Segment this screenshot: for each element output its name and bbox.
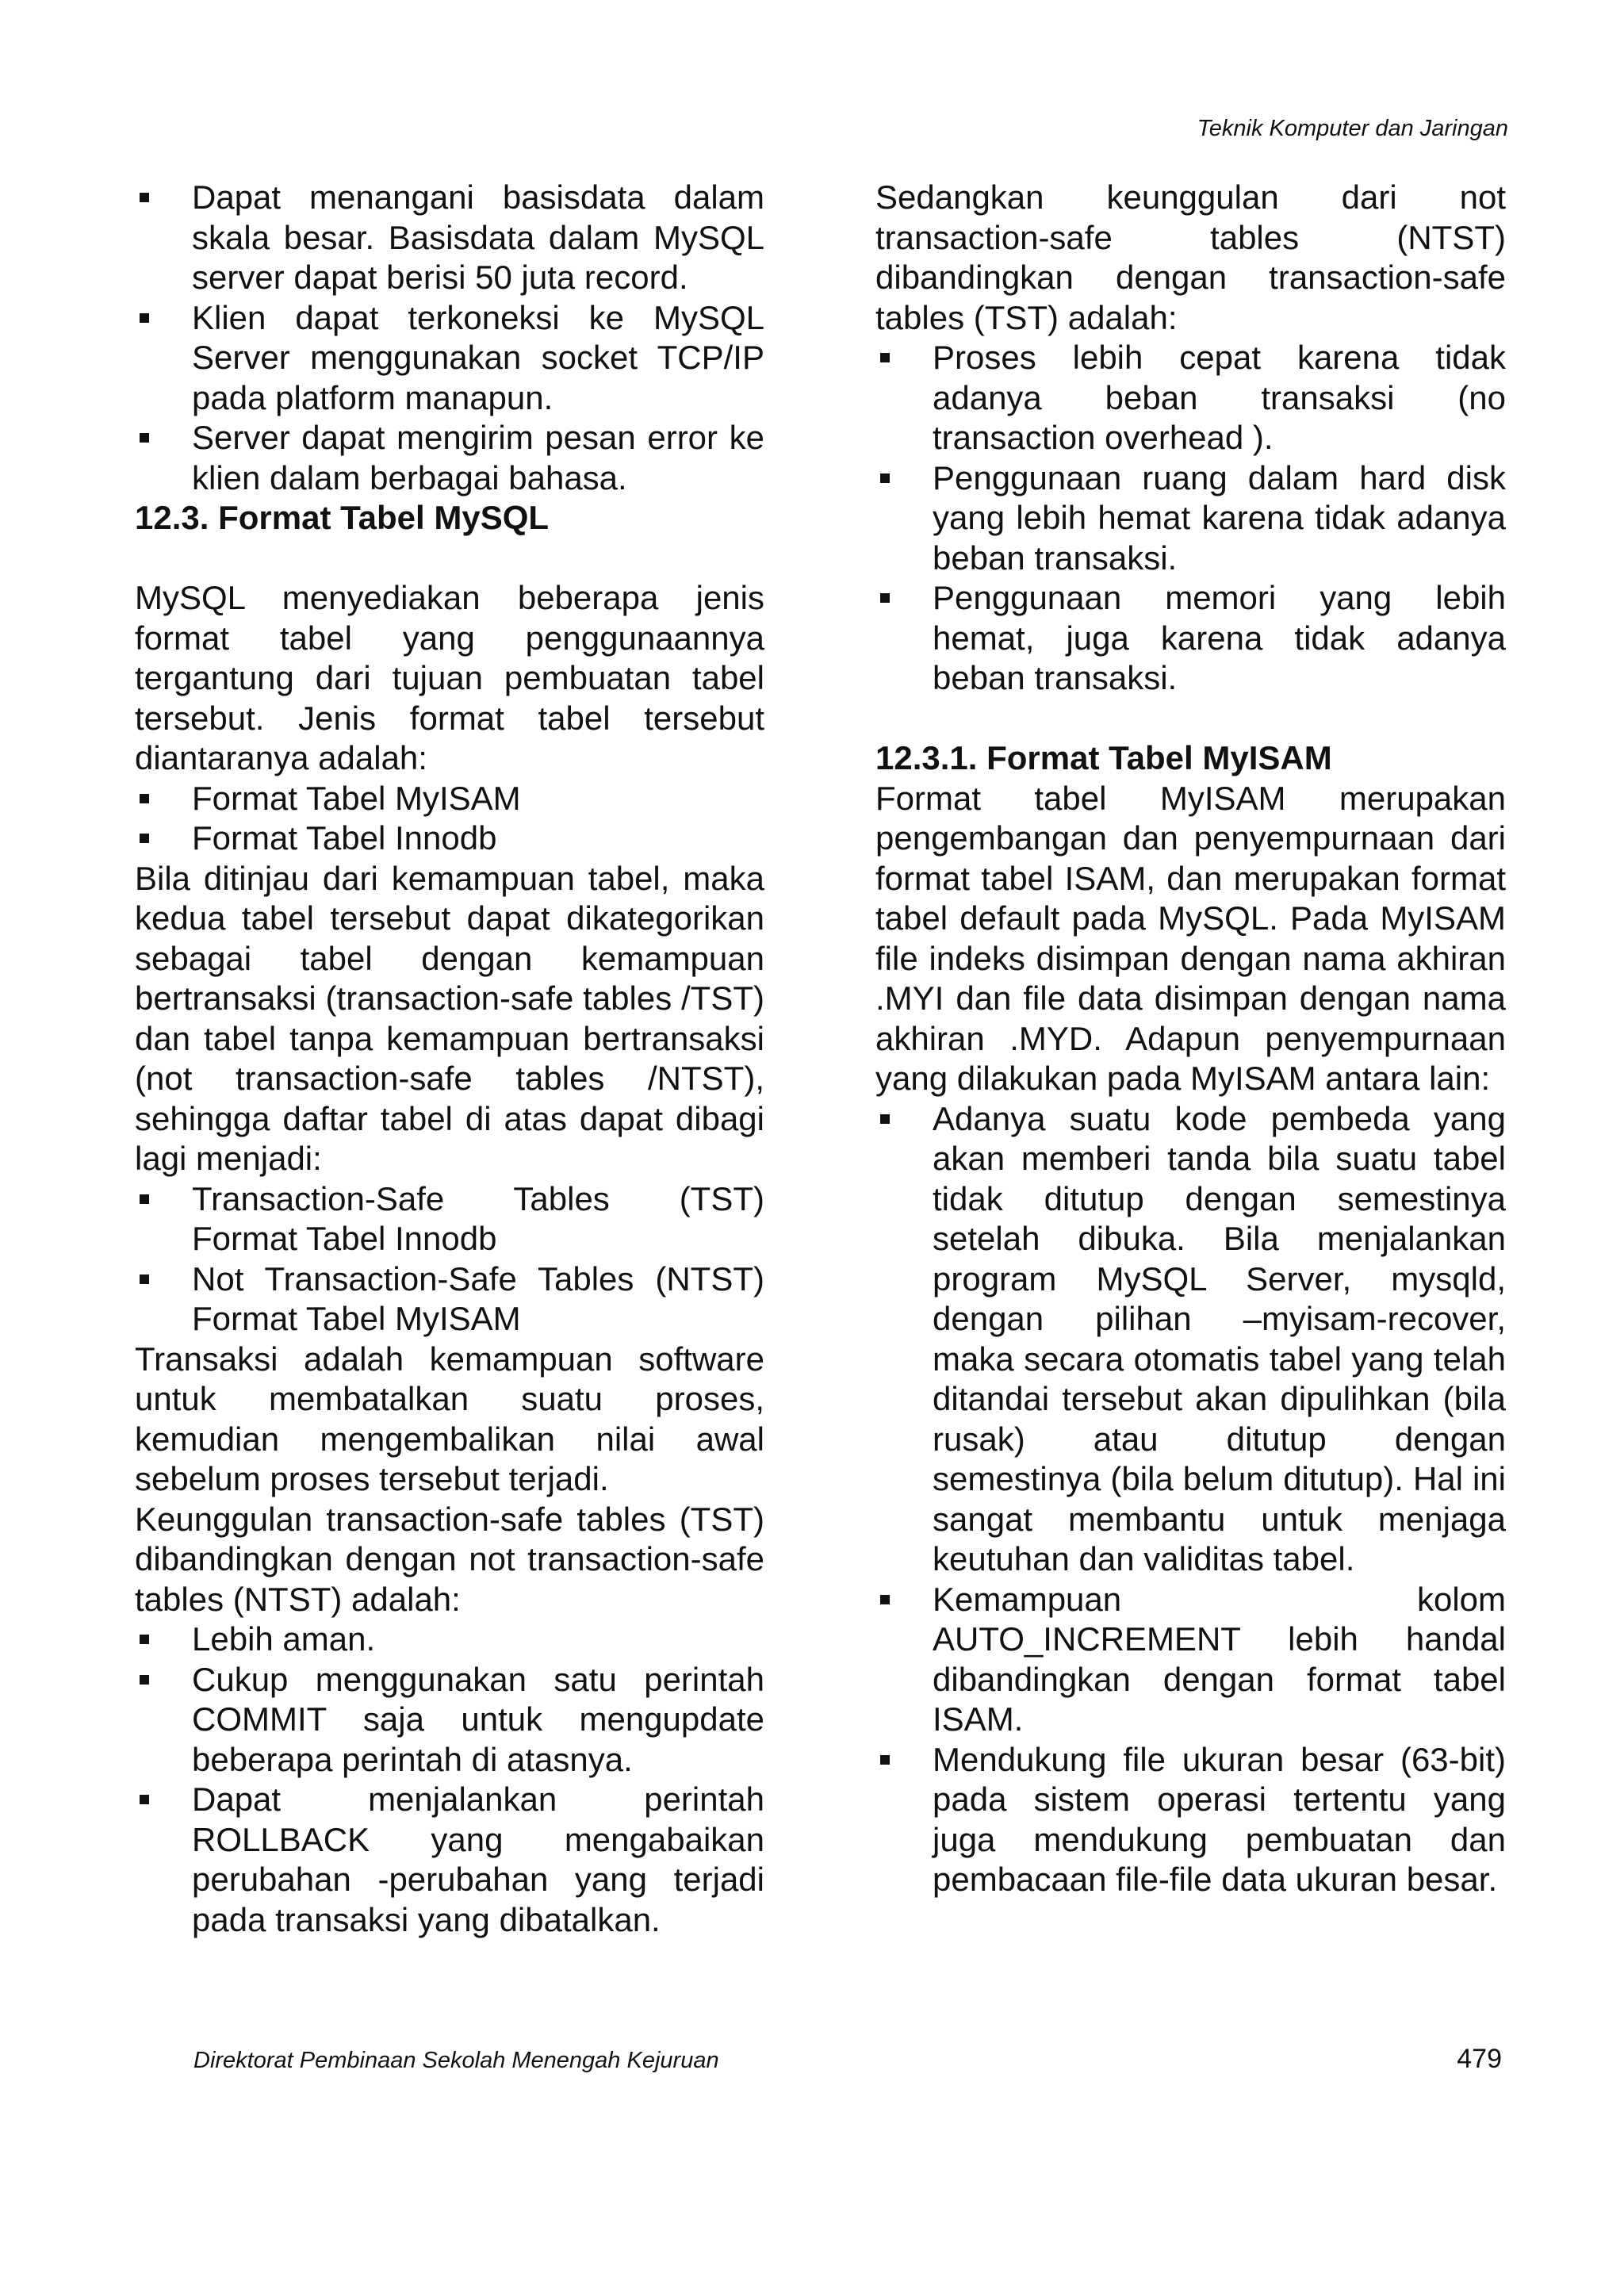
- ntst-advantages-list: [875, 338, 1506, 699]
- running-header: Teknik Komputer dan Jaringan: [1197, 116, 1508, 141]
- square-bullet-icon: [880, 593, 890, 603]
- square-bullet-icon: [140, 1274, 149, 1284]
- format-list: [135, 779, 764, 859]
- list-item: Dapat menangani basisdata dalam skala besar. Basisdata dalam MySQL server dapat berisi 50 juta record.: [135, 178, 764, 298]
- list-item: Penggunaan memori yang lebih hemat, juga karena tidak adanya beban transaksi.: [875, 578, 1506, 699]
- list-item: Penggunaan ruang dalam hard disk yang lebih hemat karena tidak adanya beban transaksi.: [875, 458, 1506, 579]
- list-item: Proses lebih cepat karena tidak adanya beban transaksi (no transaction overhead ).: [875, 338, 1506, 458]
- square-bullet-icon: [140, 313, 149, 323]
- left-column: [135, 178, 764, 1940]
- list-item: Transaction-Safe Tables (TST) Format Tabel Innodb: [135, 1179, 764, 1259]
- tst-advantages-list: [135, 1619, 764, 1940]
- square-bullet-icon: [140, 193, 149, 202]
- square-bullet-icon: [880, 353, 890, 362]
- section-heading: 12.3. Format Tabel MySQL: [135, 499, 550, 536]
- list-item: Adanya suatu kode pembeda yang akan memberi tanda bila suatu tabel tidak ditutup dengan semestinya setelah dibuka. Bila menjalankan program MySQL Server, mysqld, dengan pilihan –myisam-recover, maka secara otomatis tabel yang telah ditandai tersebut akan dipulihkan (bila rusak) atau ditutup dengan semestinya (bila belum ditutup). Hal ini sangat membantu untuk menjaga keutuhan dan validitas tabel.: [875, 1099, 1506, 1580]
- paragraph: Bila ditinjau dari kemampuan tabel, maka kedua tabel tersebut dapat dikategorikan sebagai tabel dengan kemampuan bertransaksi (transaction-safe tables /TST) dan tabel tanpa kemampuan bertransaksi (not transaction-safe tables /NTST), sehingga daftar tabel di atas dapat dibagi lagi menjadi:: [135, 859, 764, 1177]
- square-bullet-icon: [880, 473, 890, 483]
- paragraph: MySQL menyediakan beberapa jenis format tabel yang penggunaannya tergantung dari tujuan pembuatan tabel tersebut. Jenis format tabel tersebut diantaranya adalah:: [135, 579, 764, 776]
- subsection-heading: 12.3.1. Format Tabel MyISAM: [875, 739, 1332, 776]
- square-bullet-icon: [880, 1755, 890, 1765]
- myisam-improvements-list: [875, 1099, 1506, 1900]
- page-number: 479: [1457, 2044, 1502, 2074]
- list-item: Dapat menjalankan perintah ROLLBACK yang mengabaikan perubahan -perubahan yang terjadi pada transaksi yang dibatalkan.: [135, 1780, 764, 1940]
- square-bullet-icon: [140, 834, 149, 843]
- paragraph: Keunggulan transaction-safe tables (TST) dibandingkan dengan not transaction-safe tables (NTST) adalah:: [135, 1500, 764, 1618]
- list-item: Format Tabel MyISAM: [135, 779, 764, 819]
- list-item: Klien dapat terkoneksi ke MySQL Server menggunakan socket TCP/IP pada platform manapun.: [135, 298, 764, 419]
- square-bullet-icon: [140, 794, 149, 803]
- paragraph: Format tabel MyISAM merupakan pengembangan dan penyempurnaan dari format tabel ISAM, dan merupakan format tabel default pada MySQL. Pada MyISAM file indeks disimpan dengan nama akhiran .MYI dan file data disimpan dengan nama akhiran .MYD. Adapun penyempurnaan yang dilakukan pada MyISAM antara lain:: [875, 779, 1506, 1097]
- square-bullet-icon: [880, 1114, 890, 1124]
- category-list: [135, 1179, 764, 1340]
- square-bullet-icon: [140, 1635, 149, 1644]
- list-item: Server dapat mengirim pesan error ke klien dalam berbagai bahasa.: [135, 418, 764, 498]
- mysql-features-list: [135, 178, 764, 498]
- list-item: Cukup menggunakan satu perintah COMMIT saja untuk mengupdate beberapa perintah di atasnya.: [135, 1660, 764, 1780]
- right-column: [875, 178, 1506, 1900]
- list-item: Not Transaction-Safe Tables (NTST) Format Tabel MyISAM: [135, 1259, 764, 1340]
- paragraph: Sedangkan keunggulan dari not transaction-safe tables (NTST) dibandingkan dengan transaction-safe tables (TST) adalah:: [875, 178, 1506, 336]
- list-item: Format Tabel Innodb: [135, 818, 764, 859]
- square-bullet-icon: [140, 1675, 149, 1685]
- paragraph: Transaksi adalah kemampuan software untuk membatalkan suatu proses, kemudian mengembalikan nilai awal sebelum proses tersebut terjadi.: [135, 1340, 764, 1497]
- list-item: Kemampuan kolom AUTO_INCREMENT lebih handal dibandingkan dengan format tabel ISAM.: [875, 1580, 1506, 1740]
- square-bullet-icon: [140, 1194, 149, 1204]
- list-item: Mendukung file ukuran besar (63-bit) pada sistem operasi tertentu yang juga mendukung pembuatan dan pembacaan file-file data ukuran besar.: [875, 1740, 1506, 1900]
- square-bullet-icon: [140, 433, 149, 443]
- running-footer: Direktorat Pembinaan Sekolah Menengah Kejuruan: [193, 2048, 719, 2073]
- square-bullet-icon: [140, 1795, 149, 1804]
- square-bullet-icon: [880, 1595, 890, 1604]
- list-item: Lebih aman.: [135, 1619, 764, 1660]
